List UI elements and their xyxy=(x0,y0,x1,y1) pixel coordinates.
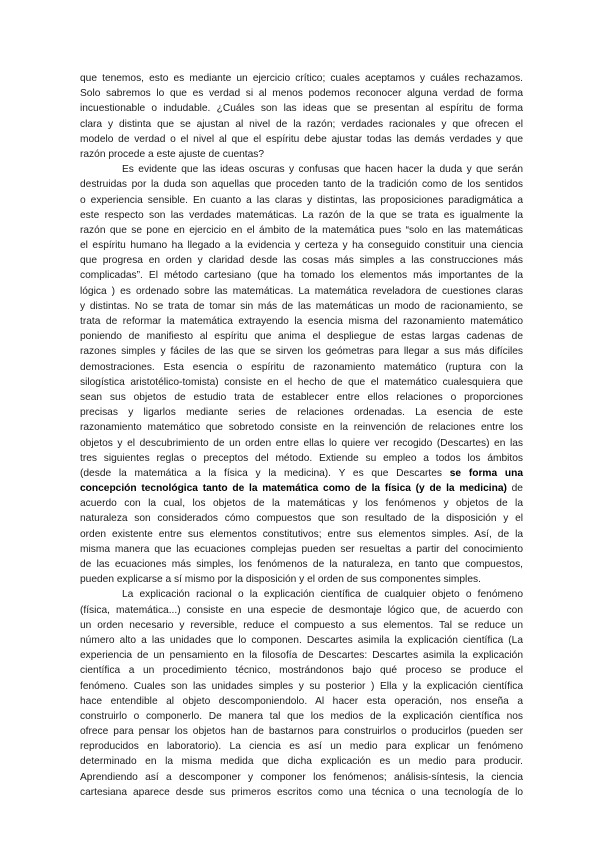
text-line: cartesiana aparece desde sus primeros escritos como una técnica o una tecnología de lo xyxy=(80,786,523,798)
text-line: de las ecuaciones más simples, los fenómenos de la naturaleza, en tanto que compuestos, xyxy=(80,559,523,570)
text-line: silogística aristotélico-tomista) consiste en el hecho de que el matemático cualesquiera que xyxy=(80,376,523,388)
text-segment: (desde la matemática a la física y la medicina). Y es que Descartes xyxy=(80,467,443,479)
text-line: poniendo de manifiesto al espíritu que anima el despliegue de estas largas cadenas de xyxy=(80,331,523,343)
text-line: un orden necesario y reversible, reduce el compuesto a sus elementos. Tal se reduce un xyxy=(80,619,523,631)
text-line-mixed xyxy=(80,481,523,496)
text-line: razones simples y fáciles de las que se sirven los geómetras para llegar a sus más difíciles xyxy=(80,346,523,358)
text-segment: de xyxy=(511,483,523,495)
text-line: Solo sabremos lo que es verdad si al menos podemos reconocer alguna verdad de forma xyxy=(80,88,523,100)
text-line: acuerdo con la cual, los objetos de la matemáticas y los fenómenos y objetos de la xyxy=(80,498,523,510)
text-line: este respecto son las verdades matemáticas. La razón de la que se trata es igualmente la xyxy=(80,209,523,221)
text-line: modelo de verdad o el nivel al que el espíritu debe ajustar todas las demás verdades y que xyxy=(80,133,523,145)
text-line: complicadas”. El método cartesiano (que ha tomado los elementos más importantes de la xyxy=(80,270,523,282)
text-line: incuestionable o indudable. ¿Cuáles son las ideas que se presentan al espíritu de forma xyxy=(80,103,523,115)
text-line: o experiencia sensible. En cuanto a las claras y distintas, las proposiciones paradigmática a xyxy=(80,194,523,206)
text-line: objetos y el descubrimiento de un orden entre ellas lo quiere ver recogido (Descartes) en las xyxy=(80,437,523,449)
text-line: y distintas. No se trata de tomar sin más de las matemáticas un modo de racionamiento, se xyxy=(80,300,523,312)
text-line: reproducidos en laboratorio). La ciencia es así un medio para explicar un fenómeno xyxy=(80,741,523,753)
bold-segment: se forma una xyxy=(449,467,523,479)
text-line: razón que se pone en ejercicio en el ámbito de la matemática pues “solo en las matemáticas xyxy=(80,224,523,236)
text-line: razón procede a este ajuste de cuentas? xyxy=(80,148,265,160)
text-line: (física, matemática...) consiste en una especie de desmontaje lógico que, de acuerdo con xyxy=(80,604,523,616)
text-line: razonamiento matemático que sobretodo consiste en la reinvención de relaciones entre los xyxy=(80,422,523,434)
text-line: destruidas por la duda son aquellas que proceden tanto de la tradición como de los sentidos xyxy=(80,179,523,191)
text-line: orden existente entre sus elementos constitutivos; entre sus elementos simples. Así, de la xyxy=(80,528,523,540)
text-line: hace entendible al objeto descomponiendolo. Al hacer esta operación, nos enseña a xyxy=(80,695,523,707)
text-line: número alto a las unidades que lo componen. Descartes asimila la explicación científica (La xyxy=(80,634,523,646)
document-page xyxy=(80,71,523,800)
text-line: La explicación racional o la explicación científica de cualquier objeto o fenómeno xyxy=(122,589,523,601)
paragraph-2 xyxy=(80,162,523,587)
text-line: lógica ) es ordenado sobre las matemáticas. La matemática reveladora de cuestiones claras xyxy=(80,285,523,297)
text-line: clara y distinta que se ajustan al nivel de la razón; verdades racionales y que ofrecen el xyxy=(80,118,523,130)
text-line: Aprendiendo así a descomponer y componer los fenómenos; análisis-síntesis, la ciencia xyxy=(80,771,523,783)
text-line: misma manera que las ecuaciones complejas pueden ser resueltas a partir del conocimiento xyxy=(80,543,523,555)
text-line: Es evidente que las ideas oscuras y confusas que hacen hacer la duda y que serán xyxy=(122,164,523,176)
text-line-mixed xyxy=(80,466,523,481)
paragraph-3 xyxy=(80,587,523,800)
text-line: determinado en la misma medida que dicha explicación es un medio para producir. xyxy=(80,756,523,768)
text-line: experiencia de un pensamiento en la filosofía de Descartes: Descartes asimila la explicación xyxy=(80,650,523,662)
text-line: el espíritu humano ha llegado a la evidencia y certeza y ha conseguido constituir una ciencia xyxy=(80,240,523,252)
text-line: ofrece para pensar los objetos han de bastarnos para construirlos o producirlos (pueden ser xyxy=(80,726,523,738)
text-line: naturaleza son considerados cómo compuestos que son resultado de la disposición y el xyxy=(80,513,523,525)
text-line: tres siguientes reglas o preceptos del método. Extiende su empleo a todos los ámbitos xyxy=(80,452,523,464)
text-line: trata de reformar la matemática extrayendo la esencia misma del razonamiento matemático xyxy=(80,316,523,327)
bold-segment: concepción tecnológica tanto de la matemática como de la física (y de la medicina) xyxy=(80,483,507,495)
text-line: pueden explicarse a sí mismo por la disposición y el orden de sus componentes simples. xyxy=(80,574,481,586)
text-line: que progresa en orden y claridad desde las cosas más simples a las construcciones más xyxy=(80,255,523,267)
text-line: fenómeno. Cuales son las unidades simples y su posterior ) Ella y la explicación científica xyxy=(80,680,523,692)
text-line: sean sus objetos de estudio trata de establecer entre ellos relaciones o proporciones xyxy=(80,391,523,403)
text-line: construirlo o componerlo. De manera tal que los medios de la explicación científica nos xyxy=(80,710,523,722)
text-line: que tenemos, esto es mediante un ejercicio crítico; cuales aceptamos y cuáles rechazamos. xyxy=(80,73,523,84)
text-line: demostraciones. Esta esencia o espíritu de razonamiento matemático (ruptura con la xyxy=(80,361,523,373)
text-line: precisas y ligarlos mediante series de relaciones ordenadas. La esencia de este xyxy=(80,407,523,419)
paragraph-1 xyxy=(80,71,523,162)
text-line: científica a un procedimiento técnico, mostrándonos bajo qué proceso se produce el xyxy=(80,665,523,677)
